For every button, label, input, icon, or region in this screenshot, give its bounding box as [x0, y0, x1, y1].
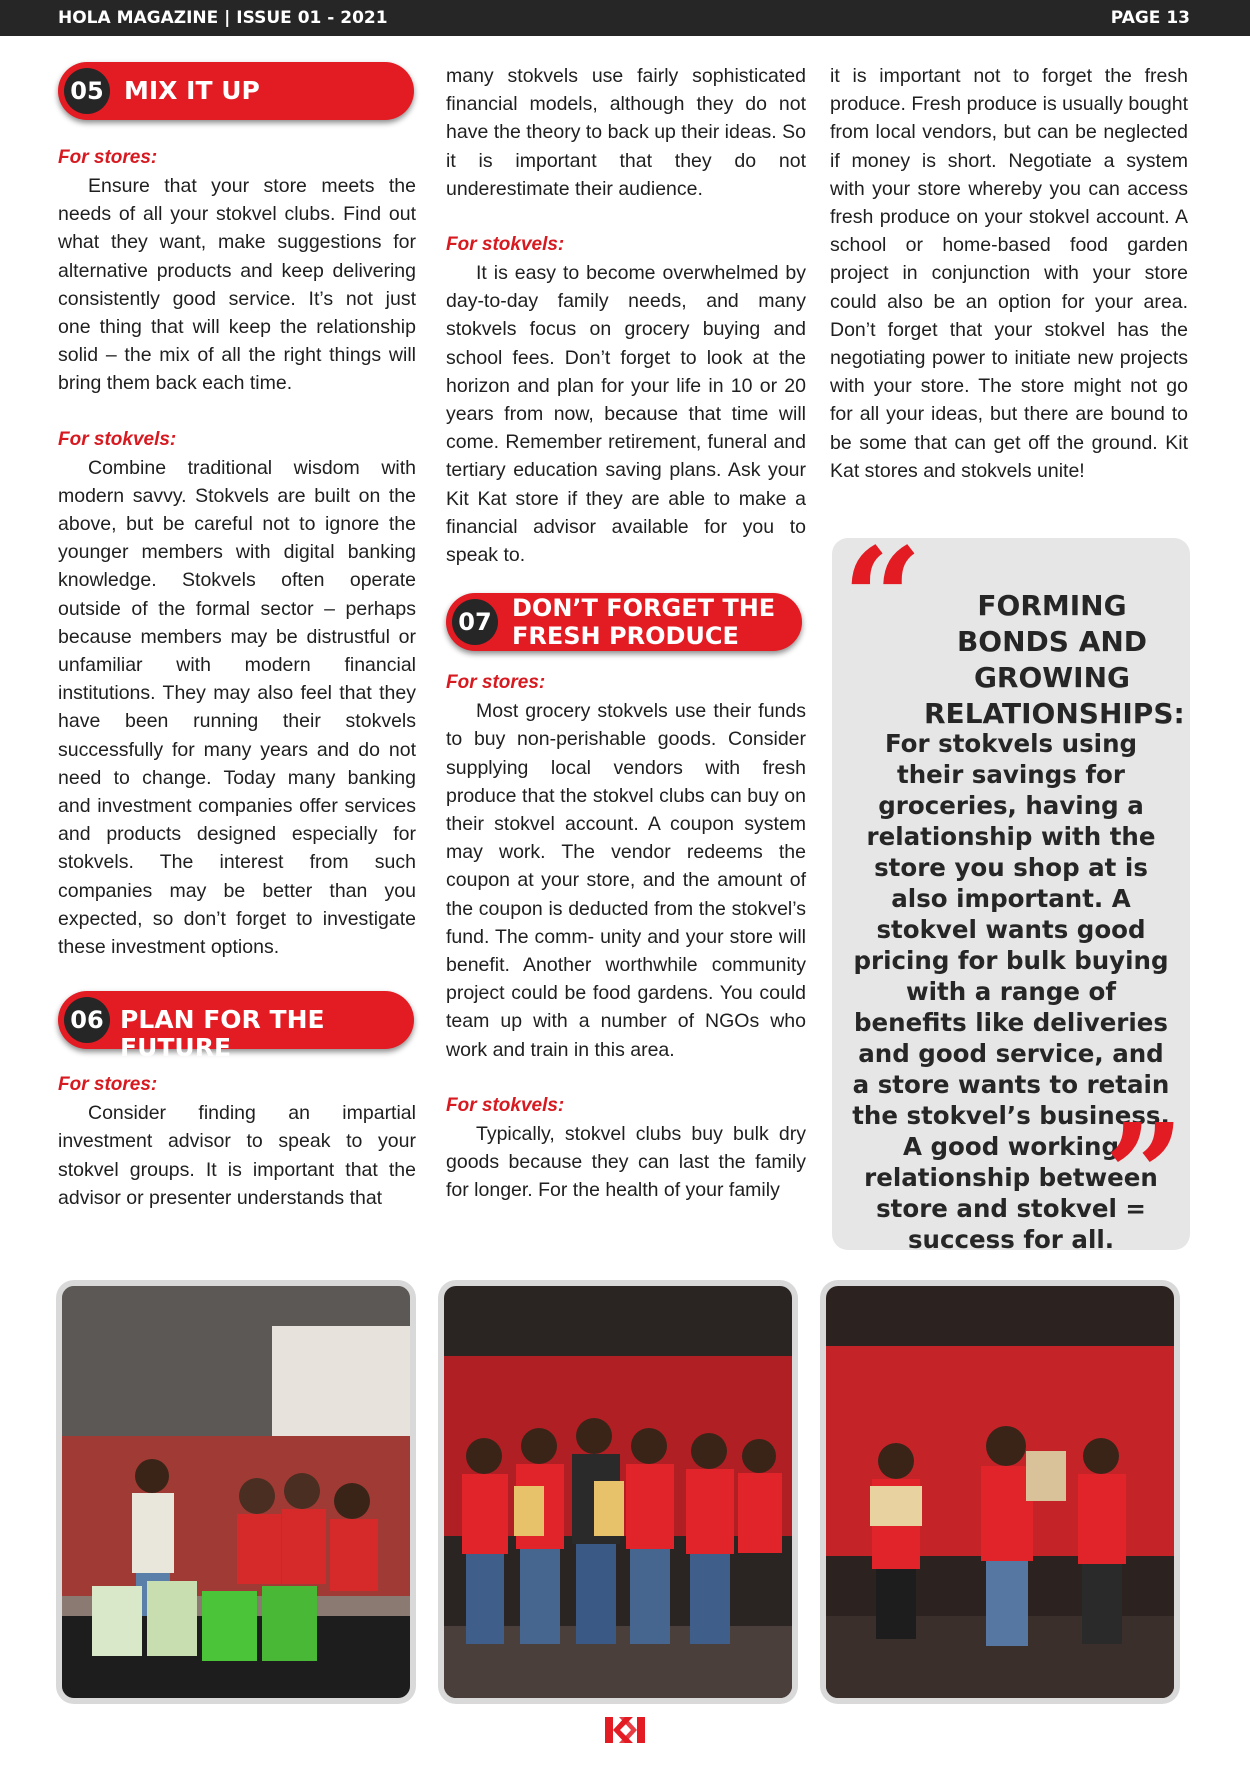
kit-kat-logo: [605, 1717, 645, 1748]
section-06-stokvels-text: It is easy to become overwhelmed by day-to-day family needs, and many stokvels focus on grocery buying and school fees. Don’t forget to look at the horizon and plan for your life in 10 or 20 years from now, because that time will come. Remember retirement, funeral and tertiary education saving plans. Ask your Kit Kat store if they are able to make a financial advisor available for you to speak to.: [446, 262, 806, 567]
for-stokvels-label: For stokvels:: [58, 428, 177, 450]
for-stores-label: For stores:: [446, 672, 546, 694]
for-stores-label: For stores:: [58, 1074, 158, 1096]
section-title-line-1: DON’T FORGET THE: [512, 594, 776, 623]
pull-quote: [832, 518, 1190, 1258]
section-07-heading: [446, 593, 802, 651]
section-title: MIX IT UP: [124, 76, 260, 105]
for-stokvels-label: For stokvels:: [446, 234, 565, 256]
section-06-heading: [58, 991, 414, 1063]
page-header: [0, 0, 1250, 36]
section-05-stores-text: Ensure that your store meets the needs of all your stokvel clubs. Find out what they want, make suggestions for alternative products and keep delivering consistently good service. It’s not just one thing that will keep the relationship solid – the mix of all the right things will bring them back each time.: [58, 175, 416, 395]
section-title: PLAN FOR THE FUTURE: [120, 1005, 325, 1063]
for-stores-label: For stores:: [58, 147, 158, 168]
section-07-stokvels-text-cont: it is important not to forget the fresh produce. Fresh produce is usually bought from local vendors, but can be neglected if money is short. Negotiate a system with your store whereby you can access fresh produce on your stokvel account. A school or home-based food garden project in conjunction with your store could also be an option for your area. Don’t forget that your stokvel has the negotiating power to initiate new projects with your store. The store might not go for all your ideas, but there are bound to be some that can get off the ground. Kit Kat stores and stokvels unite!: [830, 65, 1188, 482]
section-05-heading: [58, 62, 414, 120]
event-photo-3: [820, 1280, 1180, 1704]
close-quote-icon: ”: [1104, 1094, 1185, 1258]
for-stokvels-label: For stokvels:: [446, 1094, 565, 1116]
section-06-stores-text-cont: many stokvels use fairly sophisticated financial models, although they do not have the theory to back up their ideas. So it is important that they do not underestimate their audience.: [446, 65, 806, 200]
open-quote-icon: “: [842, 518, 923, 682]
section-number: 05: [64, 68, 110, 114]
section-title-line-2: FRESH PRODUCE: [512, 622, 739, 651]
column-3: [830, 62, 1188, 485]
section-number: 06: [64, 997, 110, 1043]
section-05-stokvels-text: Combine traditional wisdom with modern savvy. Stokvels are built on the above, but be careful not to ignore the younger members with digital banking knowledge. Stokvels often operate outside of the formal sector – perhaps because members may be distrustful or unfamiliar with modern financial institutions. They may also feel that they have been running their stokvels successfully for many years and do not need to change. Today many banking and investment companies offer services and products designed especially for stokvels. The interest from such companies may be better than you expected, so don’t forget to investigate these investment options.: [58, 456, 416, 959]
section-06-stores-text: Consider finding an impartial investment advisor to speak to your stokvel groups. It is important that the advisor or presenter understands that: [58, 1102, 416, 1209]
pull-quote-body: For stokvels using their savings for groceries, having a relationship with the store you shop at is also important. A stokvel wants good pricing for bulk buying with a range of benefits like deliveries and good service, and a store wants to retain the stokvel’s business. A good working relationship between store and stokvel = success for all.: [852, 729, 1170, 1254]
pull-quote-heading: FORMING BONDS AND GROWING RELATIONSHIPS:: [924, 589, 1185, 730]
column-1: [58, 62, 416, 1212]
event-photo-1: [56, 1280, 416, 1704]
section-07-stokvels-text: Typically, stokvel clubs buy bulk dry goods because they can last the family for longer. For the health of your family: [446, 1122, 806, 1202]
magazine-issue: HOLA MAGAZINE | ISSUE 01 - 2021: [58, 8, 388, 28]
page-number: PAGE 13: [1110, 8, 1190, 28]
event-photo-2: [438, 1280, 798, 1704]
section-number: 07: [452, 599, 498, 645]
column-2: [446, 62, 806, 1205]
section-07-stores-text: Most grocery stokvels use their funds to buy non-perishable goods. Consider supplying local vendors with fresh produce that the stokvel clubs can buy on their stokvel account. A coupon system may work. The vendor redeems the coupon at your store, and the amount of the coupon is deducted from the stokvel’s fund. The comm- unity and your store will benefit. Another worthwhile community project could be food gardens. You could team up with a number of NGOs who work and train in this area.: [446, 700, 806, 1061]
